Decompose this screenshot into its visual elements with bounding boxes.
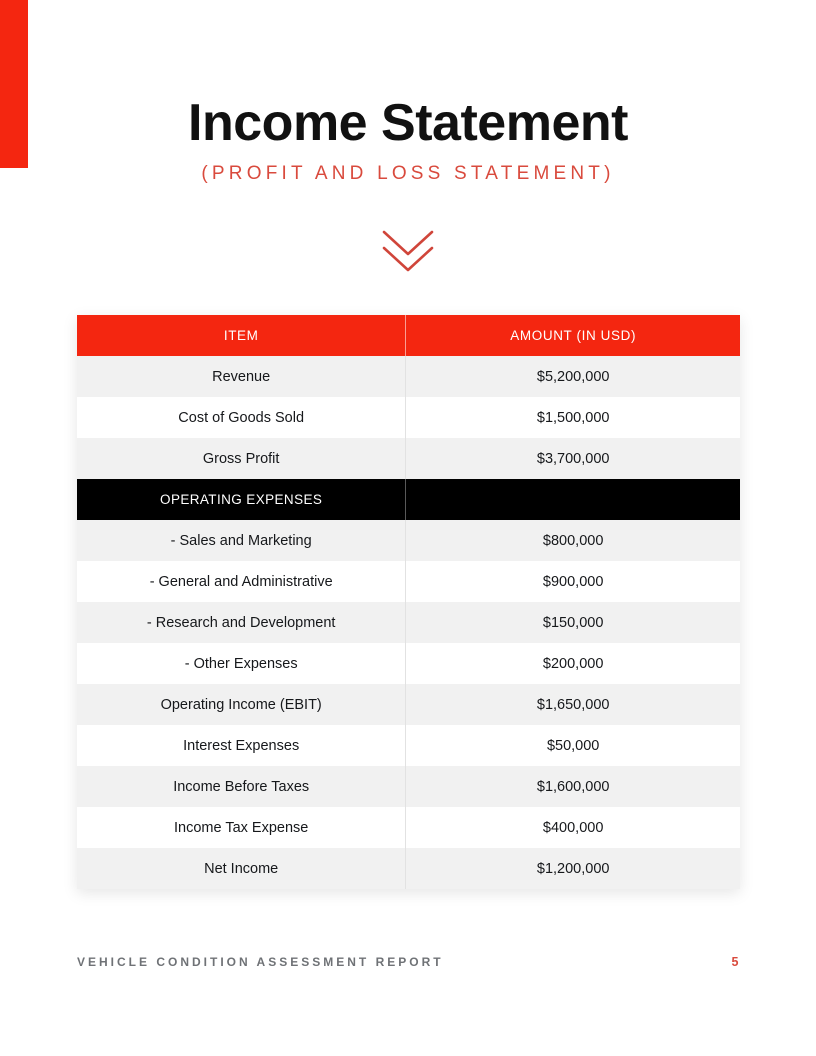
row-item-label: - Sales and Marketing: [77, 520, 406, 561]
table-row: [77, 766, 740, 807]
table-body: [77, 356, 740, 889]
table-row: [77, 397, 740, 438]
column-header-item: ITEM: [77, 315, 406, 356]
table-row: [77, 684, 740, 725]
row-amount-value: $3,700,000: [406, 438, 740, 479]
row-amount-value: $1,200,000: [406, 848, 740, 889]
table-row: [77, 602, 740, 643]
row-amount-value: $1,600,000: [406, 766, 740, 807]
page-header: [0, 96, 816, 185]
row-item-label: Operating Income (EBIT): [77, 684, 406, 725]
row-item-label: - General and Administrative: [77, 561, 406, 602]
chevron-ornament: [0, 228, 816, 276]
row-amount-value: $400,000: [406, 807, 740, 848]
row-item-label: - Other Expenses: [77, 643, 406, 684]
table-row: [77, 561, 740, 602]
row-item-label: Revenue: [77, 356, 406, 397]
table-section-row: [77, 479, 740, 520]
row-amount-value: $1,650,000: [406, 684, 740, 725]
table-head: [77, 315, 740, 356]
table-row: [77, 520, 740, 561]
section-label: OPERATING EXPENSES: [77, 479, 406, 520]
table-row: [77, 725, 740, 766]
table-row: [77, 438, 740, 479]
row-item-label: - Research and Development: [77, 602, 406, 643]
income-statement-table: [77, 315, 740, 889]
row-amount-value: $200,000: [406, 643, 740, 684]
income-statement-table-container: [77, 315, 740, 889]
double-chevron-down-icon: [380, 228, 436, 276]
table-row: [77, 356, 740, 397]
row-item-label: Cost of Goods Sold: [77, 397, 406, 438]
row-item-label: Net Income: [77, 848, 406, 889]
page-footer: [77, 955, 739, 969]
row-amount-value: [406, 479, 740, 520]
footer-page-number: 5: [731, 955, 739, 969]
row-item-label: Gross Profit: [77, 438, 406, 479]
row-amount-value: $900,000: [406, 561, 740, 602]
table-header-row: [77, 315, 740, 356]
row-amount-value: $800,000: [406, 520, 740, 561]
row-amount-value: $5,200,000: [406, 356, 740, 397]
footer-document-title: VEHICLE CONDITION ASSESSMENT REPORT: [77, 955, 444, 969]
column-header-amount: AMOUNT (IN USD): [406, 315, 740, 356]
table-row: [77, 848, 740, 889]
row-amount-value: $50,000: [406, 725, 740, 766]
page-title: Income Statement: [188, 94, 628, 152]
page-subtitle: (PROFIT AND LOSS STATEMENT): [201, 162, 615, 184]
table-row: [77, 807, 740, 848]
row-item-label: Interest Expenses: [77, 725, 406, 766]
row-item-label: Income Tax Expense: [77, 807, 406, 848]
row-item-label: Income Before Taxes: [77, 766, 406, 807]
row-amount-value: $1,500,000: [406, 397, 740, 438]
row-amount-value: $150,000: [406, 602, 740, 643]
table-row: [77, 643, 740, 684]
